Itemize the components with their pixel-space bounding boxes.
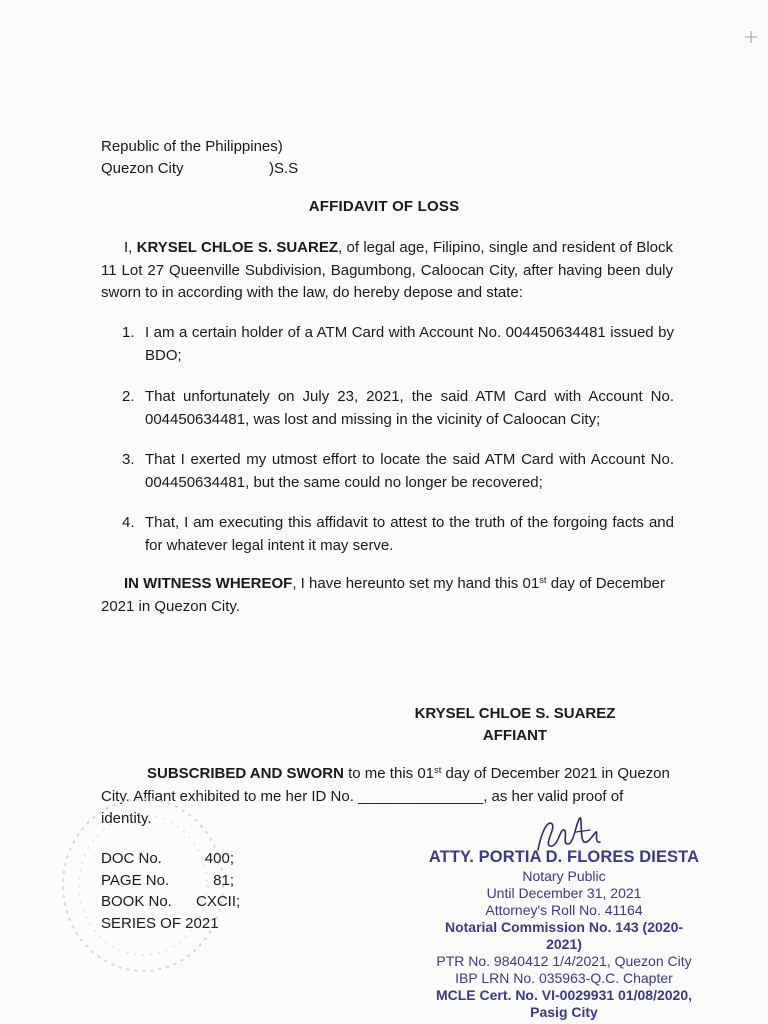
doc-entry: [101, 848, 234, 870]
notary-name: ATTY. PORTIA D. FLORES DIESTA: [428, 848, 700, 866]
notary-ptr: PTR No. 9840412 1/4/2021, Quezon City: [436, 953, 692, 969]
witness-text-2: day of December 2021 in Quezon City.: [101, 575, 665, 615]
doc-entry: [101, 891, 241, 913]
venue-line-2: [101, 158, 298, 180]
witness-paragraph: [101, 573, 674, 618]
venue-header: [101, 136, 298, 180]
doc-label: SERIES OF 2021: [101, 914, 219, 932]
notarial-register-entries: [101, 848, 241, 934]
corner-mark: [744, 30, 758, 44]
jurat-text-2: day of December 2021 in Quezon City. Affiant exhibited to me her ID No. _______________, as her valid proof of identity.: [101, 765, 670, 827]
notary-commission: Notarial Commission No. 143 (2020-2021): [444, 919, 684, 952]
venue-line-1: Republic of the Philippines): [101, 138, 283, 155]
list-item: [122, 449, 674, 494]
jurat-ordinal: st: [434, 765, 442, 776]
intro-pre: I,: [124, 239, 137, 256]
item-text: That unfortunately on July 23, 2021, the said ATM Card with Account No. 004450634481, was lost and missing in the vicinity of Caloocan City;: [145, 388, 674, 428]
notary-until: Until December 31, 2021: [486, 885, 642, 901]
doc-entry: [101, 870, 234, 892]
notary-roll: Attorney's Roll No. 41164: [485, 902, 643, 918]
affiant-role: AFFIANT: [482, 727, 548, 744]
venue-ss: )S.S: [269, 160, 299, 177]
affiant-name: KRYSEL CHLOE S. SUAREZ: [414, 705, 616, 722]
item-number: 4.: [122, 514, 135, 531]
intro-paragraph: [101, 237, 673, 305]
affiant-name-inline: KRYSEL CHLOE S. SUAREZ: [136, 239, 339, 256]
doc-entry: [101, 913, 234, 935]
venue-city: Quezon City: [101, 160, 184, 177]
notary-mcle: MCLE Cert. No. VI-0029931 01/08/2020, Pasig City: [435, 987, 693, 1020]
affiant-block: [405, 703, 625, 747]
notary-stamp: [428, 846, 700, 1021]
doc-label: PAGE No.: [101, 871, 170, 889]
list-item: [122, 512, 674, 557]
item-text: I am a certain holder of a ATM Card with Account No. 004450634481 issued by BDO;: [145, 324, 674, 364]
doc-label: DOC No.: [101, 850, 162, 867]
item-number: 1.: [122, 324, 135, 341]
notary-title: Notary Public: [522, 868, 606, 884]
item-number: 3.: [122, 451, 135, 468]
notary-ibp: IBP LRN No. 035963-Q.C. Chapter: [455, 970, 673, 986]
item-text: That, I am executing this affidavit to attest to the truth of the forgoing facts and for whatever legal intent it may serve.: [145, 514, 674, 554]
list-item: [122, 322, 674, 367]
doc-value: 81;: [213, 871, 234, 889]
doc-value: 400;: [204, 850, 234, 867]
item-number: 2.: [122, 388, 135, 405]
jurat-lead: SUBSCRIBED AND SWORN: [147, 765, 344, 782]
doc-value: CXCII;: [196, 893, 241, 910]
intro-post: , of legal age, Filipino, single and resident of Block 11 Lot 27 Queenville Subdivision, Bagumbong, Caloocan City, after having been duly sworn to in according with the law, do hereby depose and state:: [101, 239, 673, 301]
document-title: AFFIDAVIT OF LOSS: [308, 198, 460, 215]
item-text: That I exerted my utmost effort to locate the said ATM Card with Account No. 004450634481, but the same could no longer be recovered;: [145, 451, 674, 491]
jurat-text-1: to me this 01: [343, 765, 434, 782]
doc-label: BOOK No.: [101, 893, 172, 910]
witness-text-1: , I have hereunto set my hand this 01: [292, 575, 540, 592]
list-item: [122, 386, 674, 431]
witness-lead: IN WITNESS WHEREOF: [124, 575, 293, 592]
witness-ordinal: st: [539, 575, 547, 586]
